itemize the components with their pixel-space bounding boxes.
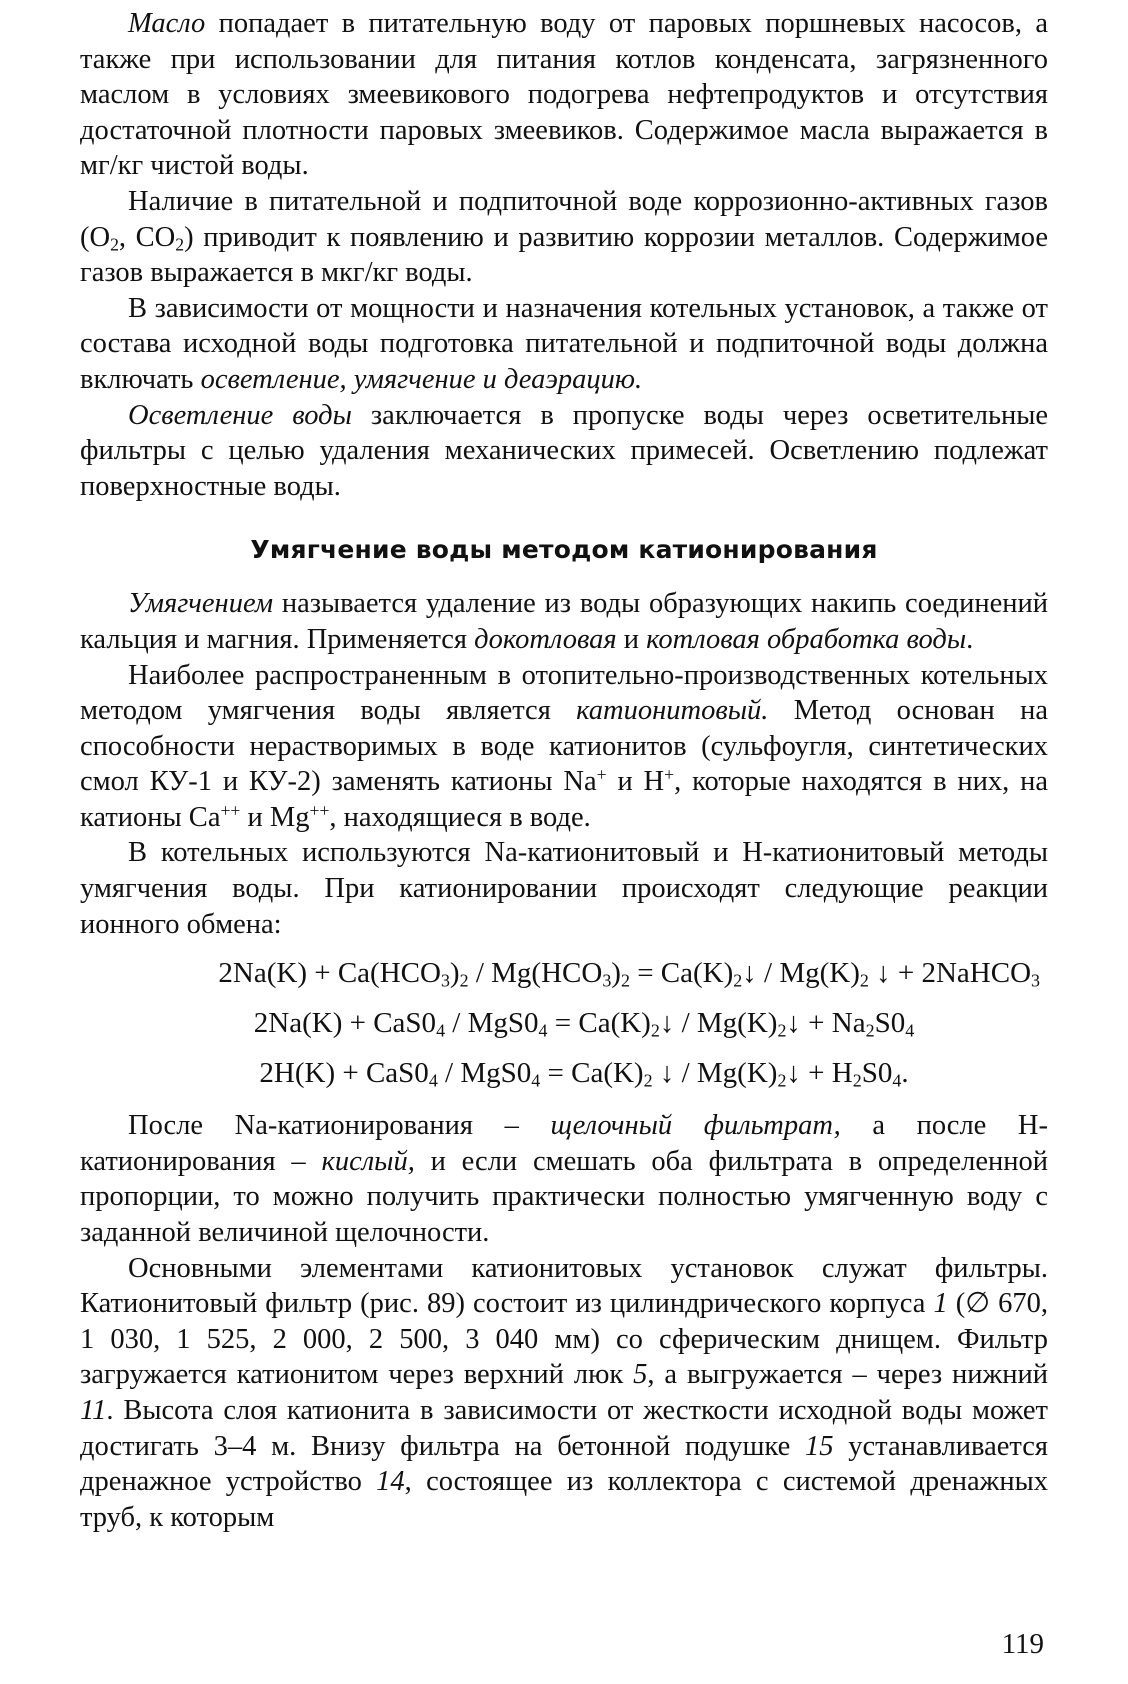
ref-number: 11	[80, 1395, 107, 1426]
term-clarification: Осветление воды	[128, 399, 352, 431]
paragraph-oil: Масло попадает в питательную воду от паровых поршневых насосов, а также при использовании для питания котлов конденсата, загрязненного маслом в условиях змеевикового подогрева нефтепродуктов и отсутствия достаточной плотности паровых змеевиков. Содержимое масла выражается в мг/кг чистой воды.	[80, 8, 1048, 182]
paragraph-reactions-intro: В котельных используются Na-катионитовый и H-катионитовый методы умягчения воды. При катионировании происходят следующие реакции ионного обмена:	[80, 837, 1048, 940]
equation-3: $2H(K) + CaS0_4 / MgS0_4 = Ca(K)_2$ ↓ / $Mg(K)_2↓ + H_2S0_4$.	[259, 1057, 909, 1091]
term-softening: Умягчением	[128, 588, 274, 620]
section-heading: Умягчение воды методом катионирования	[250, 535, 878, 565]
ref-number: 14	[376, 1466, 405, 1498]
term-cationite: катионитовый.	[576, 695, 769, 727]
equations-block	[80, 948, 1048, 1098]
equation-2: $2Na(K) + CaS0_4 / MgS0_4$ = $Ca(K)_2↓$ / $Mg(K)_2↓ + Na_2S0_4$	[253, 1007, 915, 1041]
page-body	[80, 6, 1048, 1535]
term-boiler-treatment: котловая обработка воды	[646, 623, 967, 655]
term-treatment-stages: осветление, умягчение и деаэрацию.	[200, 363, 643, 395]
paragraph-filter-design: Основными элементами катионитовых установок служат фильтры. Катионитовый фильтр (рис. 89) состоит из цилиндрического корпуса 1 (∅ 670, 1 030, 1 525, 2 000, 2 500, 3 040 мм) со сферическим днищем. Фильтр загружается катионитом через верхний люк 5, а выгружается – через нижний 11. Высота слоя катионита в зависимости от жесткости исходной воды может достигать 3–4 м. Внизу фильтра на бетонной подушке 15 устанавливается дренажное устройство 14, состоящее из коллектора с системой дренажных труб, к которым	[80, 1252, 1048, 1533]
term-oil: Масло	[128, 8, 206, 39]
ref-number: 15	[804, 1430, 834, 1462]
equation-1: $2Na(K) + Ca(HCO_3)_2 / Mg(HCO_3)_2$ = $Ca(K)_2↓ / Mg(K)_2$ ↓ + 2NaHCO$_3$	[218, 957, 1040, 991]
term-pre-boiler: докотловая	[474, 623, 617, 655]
paragraph-filtrates: После Na-катионирования – щелочный фильтрат, а после H-катионирования – кислый, и если смешать оба фильтрата в определенной пропорции, то можно получить практически полностью умягченную воду с заданной величиной щелочности.	[80, 1110, 1048, 1249]
paragraph-softening: Умягчением называется удаление из воды образующих накипь соединений кальция и магния. Применяется докотловая и котловая обработка воды.	[80, 588, 1048, 655]
paragraph-gases: Наличие в питательной и подпиточной воде коррозионно-активных газов ($O_2$, $CO_2$) приводит к появлению и развитию коррозии металлов. Содержимое газов выражается в мкг/кг воды.	[80, 185, 1049, 289]
paragraph-cation-method: Наиболее распространенным в отопительно-производственных котельных методом умягчения воды является катионитовый. Метод основан на способности нерастворимых в воде катионитов (сульфоугля, синтетических смол КУ-1 и КУ-2) заменять катионы Na+ и H+, которые находятся в них, на катионы Ca++ и Mg++, находящиеся в воде.	[80, 659, 1049, 833]
paragraph-clarification: Осветление воды заключается в пропуске воды через осветительные фильтры с целью удаления механических примесей. Осветлению подлежат поверхностные воды.	[80, 399, 1049, 502]
ref-number: 5	[633, 1359, 648, 1391]
page-number: 119	[1001, 1628, 1044, 1660]
ref-number: 1	[933, 1288, 948, 1320]
paragraph-treatment: В зависимости от мощности и назначения котельных установок, а также от состава исходной воды подготовка питательной и подпиточной воды должна включать осветление, умягчение и деаэрацию.	[80, 292, 1048, 395]
term-alkaline-filtrate: щелочный фильтрат,	[550, 1110, 841, 1142]
term-acid-filtrate: кислый,	[321, 1145, 415, 1177]
